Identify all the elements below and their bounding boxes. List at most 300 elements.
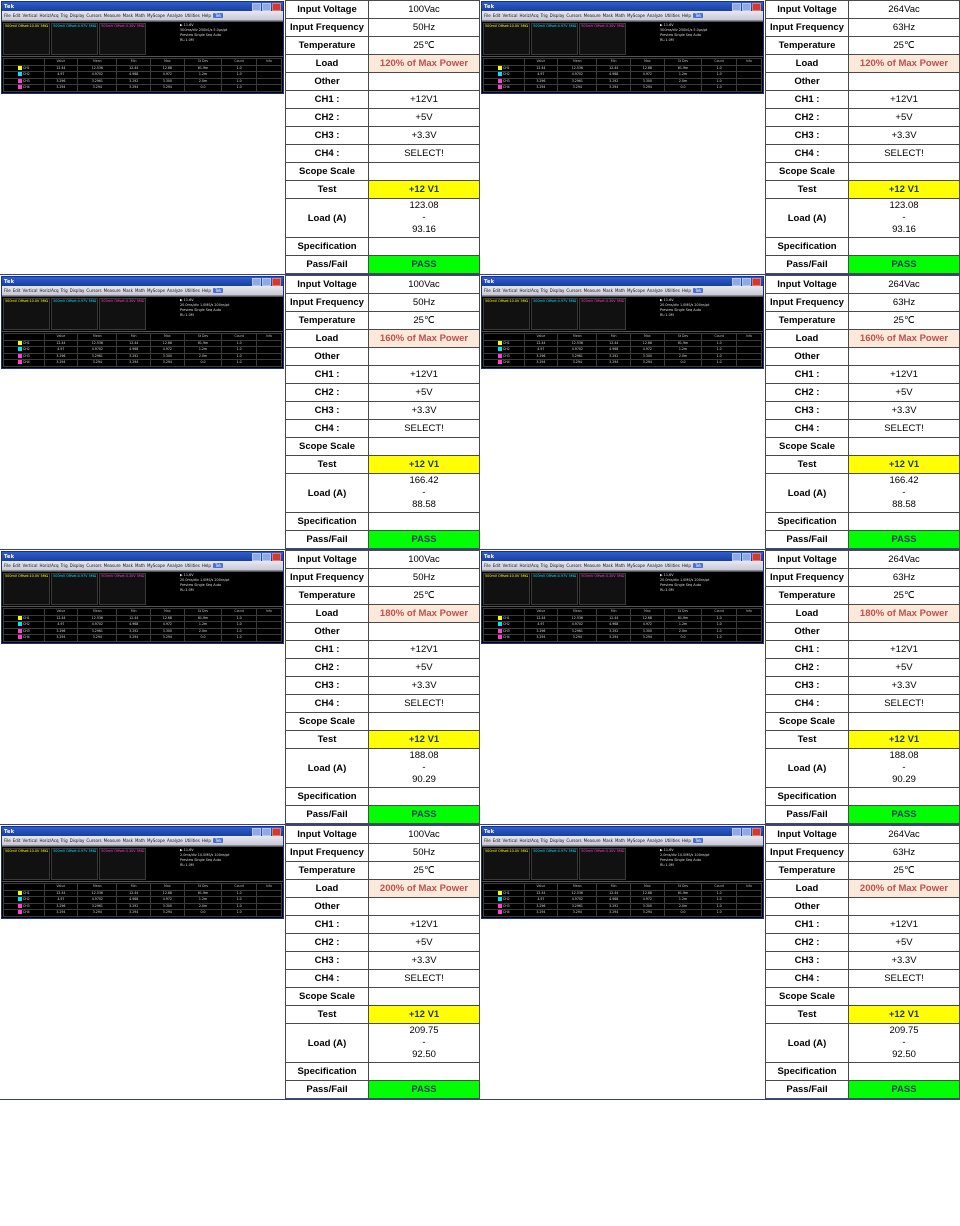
scope-menu-item[interactable]: Analyze: [166, 288, 183, 293]
scope-menu-item[interactable]: MyScope: [626, 13, 645, 18]
input-frequency-label: Input Frequency: [766, 294, 849, 312]
measure-header: St Dev: [184, 59, 222, 66]
scope-menubar[interactable]: [482, 11, 763, 21]
test-result-table: [765, 275, 960, 549]
scope-menu-item[interactable]: Mask: [122, 838, 133, 843]
scope-menu-item[interactable]: Utilities: [184, 13, 200, 18]
other-label: Other: [286, 623, 369, 641]
table-row: [286, 695, 480, 713]
scope-menu-item[interactable]: Cursors: [566, 838, 582, 843]
oscilloscope-screenshot: [1, 276, 284, 369]
close-icon[interactable]: [752, 553, 761, 561]
scope-menu-item[interactable]: Utilities: [664, 13, 680, 18]
load-a-line1: 209.75: [889, 1025, 919, 1036]
scope-menu-item[interactable]: Mask: [602, 563, 613, 568]
ch2-value: +5V: [369, 109, 480, 127]
maximize-icon[interactable]: [262, 828, 271, 836]
oscilloscope-screenshot: [1, 826, 284, 919]
maximize-icon[interactable]: [262, 3, 271, 11]
scope-menu-item[interactable]: Utilities: [184, 838, 200, 843]
scope-menu-item[interactable]: File: [484, 838, 491, 843]
ch3-label: CH3 :: [766, 952, 849, 970]
ch1-label: CH1 :: [766, 916, 849, 934]
table-row: [286, 420, 480, 438]
channel-setting-badge[interactable]: 500mV Offset:3.30V 5MΩ: [579, 298, 626, 330]
measure-row: CH3 3.296 3.2961 3.292 3.300 2.0m 1.0: [484, 903, 762, 910]
scope-menubar[interactable]: [482, 286, 763, 296]
measure-row: CH3 3.296 3.2961 3.292 3.300 2.0m 1.0: [4, 628, 282, 635]
scope-tek-button[interactable]: Tek: [694, 563, 702, 568]
test-result-table: [285, 0, 480, 274]
channel-setting-badge[interactable]: 500mV Offset:3.30V 5MΩ: [99, 848, 146, 880]
channel-setting-badge[interactable]: 500mV Offset:10.0V 5MΩ: [483, 848, 530, 880]
channel-setting-badge[interactable]: 500mV Offset:3.30V 5MΩ: [579, 848, 626, 880]
measure-row: CH3 3.296 3.2961 3.292 3.300 2.0m 1.0: [484, 353, 762, 360]
scope-menu-item[interactable]: Mask: [122, 563, 133, 568]
maximize-icon[interactable]: [742, 828, 751, 836]
timebase-label: 20.0ms/div 1.0MS/s 200ns/pt: [180, 303, 230, 307]
scope-menu-item[interactable]: Measure: [103, 288, 121, 293]
record-length-label: RL:1.0M: [660, 863, 674, 867]
scope-menu-item[interactable]: Edit: [492, 563, 501, 568]
scope-menu-item[interactable]: File: [4, 13, 11, 18]
scope-menu-item[interactable]: Edit: [492, 288, 501, 293]
scope-cell: [0, 825, 285, 1099]
scope-menu-item[interactable]: Horiz/Acq: [39, 288, 59, 293]
load-a-line2: -: [902, 212, 906, 223]
input-frequency-value: 63Hz: [849, 844, 960, 862]
oscilloscope-screenshot: [481, 826, 764, 919]
close-icon[interactable]: [272, 278, 281, 286]
close-icon[interactable]: [752, 3, 761, 11]
scope-menu-item[interactable]: Analyze: [646, 13, 663, 18]
measure-header: Mean: [558, 884, 597, 891]
scope-menu-item[interactable]: Utilities: [664, 838, 680, 843]
channel-setting-badge[interactable]: 500mV Offset:10.0V 5MΩ: [3, 573, 50, 605]
temperature-label: Temperature: [766, 862, 849, 880]
scope-menu-item[interactable]: Vertical: [22, 288, 38, 293]
table-row: [766, 826, 960, 844]
channel-setting-badge[interactable]: 500mV Offset:3.30V 5MΩ: [99, 23, 146, 55]
scope-menu-item[interactable]: Help: [681, 13, 691, 18]
input-voltage-value: 264Vac: [849, 1, 960, 19]
test-case-band: [0, 0, 960, 275]
table-row: [766, 659, 960, 677]
scope-menu-item[interactable]: MyScope: [146, 563, 165, 568]
maximize-icon[interactable]: [742, 278, 751, 286]
ch4-label: CH4 :: [286, 970, 369, 988]
specification-label: Specification: [766, 1063, 849, 1081]
scope-menu-item[interactable]: Trig: [60, 288, 68, 293]
trigger-label: ▶ 11.6V: [180, 573, 194, 577]
ch1-value: +12V1: [369, 916, 480, 934]
close-icon[interactable]: [272, 553, 281, 561]
scope-menu-item[interactable]: Edit: [492, 13, 501, 18]
measure-header: Mean: [558, 609, 597, 616]
temperature-label: Temperature: [766, 37, 849, 55]
scope-menu-item[interactable]: Math: [614, 288, 625, 293]
scope-menu-item[interactable]: File: [484, 288, 491, 293]
scope-settings-bar: [2, 571, 283, 606]
scope-menubar[interactable]: [2, 286, 283, 296]
measure-header: Max: [631, 609, 665, 616]
scope-menu-item[interactable]: Trig: [60, 13, 68, 18]
trigger-label: ▶ 11.6V: [660, 298, 674, 302]
minimize-icon[interactable]: [252, 553, 261, 561]
scope-menu-item[interactable]: Help: [201, 838, 211, 843]
scope-menu-item[interactable]: Display: [549, 288, 565, 293]
input-frequency-value: 50Hz: [369, 844, 480, 862]
maximize-icon[interactable]: [742, 553, 751, 561]
scope-app-title: Tek: [484, 3, 495, 10]
scope-menu-item[interactable]: Horiz/Acq: [519, 838, 539, 843]
table-row: [286, 513, 480, 531]
scope-menu-item[interactable]: Measure: [583, 563, 601, 568]
scope-menu-item[interactable]: Help: [201, 13, 211, 18]
table-row: [766, 1006, 960, 1024]
scope-menu-item[interactable]: Trig: [60, 838, 68, 843]
scope-menu-item[interactable]: Math: [134, 13, 145, 18]
channel-setting-badge[interactable]: 500mV Offset:10.0V 5MΩ: [3, 298, 50, 330]
channel-setting-badge[interactable]: 500mV Offset:10.0V 5MΩ: [3, 23, 50, 55]
channel-setting-badge[interactable]: 500mV Offset:4.97V 5MΩ: [51, 573, 98, 605]
other-label: Other: [286, 898, 369, 916]
scope-tek-button[interactable]: Tek: [214, 838, 222, 843]
scope-menu-item[interactable]: MyScope: [146, 838, 165, 843]
scope-scale-label: Scope Scale: [286, 438, 369, 456]
scope-menu-item[interactable]: File: [4, 563, 11, 568]
scope-menubar[interactable]: [482, 836, 763, 846]
close-icon[interactable]: [752, 278, 761, 286]
temperature-value: 25℃: [849, 312, 960, 330]
channel-color-swatch: [18, 616, 22, 620]
scope-tek-button[interactable]: Tek: [214, 288, 222, 293]
scope-menu-item[interactable]: Math: [614, 13, 625, 18]
scope-menu-item[interactable]: Display: [69, 288, 85, 293]
scope-tek-button[interactable]: Tek: [214, 13, 222, 18]
timebase-label: 20.0ms/div 1.0MS/s 200ns/pt: [660, 303, 710, 307]
scope-menu-item[interactable]: MyScope: [626, 563, 645, 568]
scope-menu-item[interactable]: File: [484, 13, 491, 18]
minimize-icon[interactable]: [732, 828, 741, 836]
scope-menu-item[interactable]: Help: [201, 288, 211, 293]
load-label: Load: [286, 330, 369, 348]
scope-settings-bar: [482, 571, 763, 606]
scope-menu-item[interactable]: Edit: [12, 563, 21, 568]
scope-menu-item[interactable]: Mask: [122, 288, 133, 293]
channel-setting-badge[interactable]: 500mV Offset:4.97V 5MΩ: [531, 848, 578, 880]
load-a-line3: 90.29: [412, 774, 436, 785]
scope-menu-item[interactable]: File: [484, 563, 491, 568]
channel-setting-badge[interactable]: 500mV Offset:4.97V 5MΩ: [531, 298, 578, 330]
scope-menu-item[interactable]: Measure: [583, 838, 601, 843]
scope-menubar[interactable]: [2, 836, 283, 846]
minimize-icon[interactable]: [252, 828, 261, 836]
scope-menu-item[interactable]: Analyze: [646, 563, 663, 568]
timebase-label: 500ms/div 250kS/s 5.0µs/pt: [660, 28, 708, 32]
scope-menu-item[interactable]: Help: [681, 288, 691, 293]
scope-menu-item[interactable]: Display: [69, 563, 85, 568]
scope-tek-button[interactable]: Tek: [214, 563, 222, 568]
measure-header: Info: [256, 59, 281, 66]
scope-menu-item[interactable]: Display: [549, 563, 565, 568]
scope-menu-item[interactable]: Horiz/Acq: [39, 838, 59, 843]
scope-menu-item[interactable]: Vertical: [502, 13, 518, 18]
input-frequency-label: Input Frequency: [286, 569, 369, 587]
load-label: Load: [286, 880, 369, 898]
scope-menu-item[interactable]: MyScope: [626, 838, 645, 843]
scope-menu-item[interactable]: Edit: [12, 838, 21, 843]
scope-menu-item[interactable]: Measure: [103, 13, 121, 18]
ch4-value: SELECT!: [849, 420, 960, 438]
table-row: [766, 641, 960, 659]
scope-menu-item[interactable]: Help: [681, 838, 691, 843]
specification-value: [849, 1063, 960, 1081]
channel-setting-badge[interactable]: 500mV Offset:4.97V 5MΩ: [51, 23, 98, 55]
scope-menu-item[interactable]: Utilities: [664, 563, 680, 568]
scope-menu-item[interactable]: Analyze: [646, 838, 663, 843]
maximize-icon[interactable]: [262, 553, 271, 561]
measure-header: Min: [117, 884, 151, 891]
close-icon[interactable]: [272, 828, 281, 836]
passfail-value: PASS: [849, 1081, 960, 1099]
scope-menu-item[interactable]: Vertical: [22, 13, 38, 18]
passfail-label: Pass/Fail: [286, 1081, 369, 1099]
scope-menu-item[interactable]: Utilities: [184, 563, 200, 568]
minimize-icon[interactable]: [732, 3, 741, 11]
scope-tek-button[interactable]: Tek: [694, 13, 702, 18]
maximize-icon[interactable]: [262, 278, 271, 286]
other-label: Other: [766, 623, 849, 641]
ch3-label: CH3 :: [766, 677, 849, 695]
scope-menu-item[interactable]: File: [4, 288, 11, 293]
scope-settings-bar: [2, 296, 283, 331]
ch2-label: CH2 :: [766, 384, 849, 402]
close-icon[interactable]: [752, 828, 761, 836]
ch3-label: CH3 :: [286, 677, 369, 695]
scope-menu-item[interactable]: Cursors: [566, 563, 582, 568]
scope-menu-item[interactable]: Analyze: [166, 563, 183, 568]
test-case-right: [480, 0, 960, 274]
minimize-icon[interactable]: [732, 278, 741, 286]
scope-menu-item[interactable]: Cursors: [566, 13, 582, 18]
scope-menu-item[interactable]: Measure: [583, 13, 601, 18]
channel-setting-badge[interactable]: 500mV Offset:10.0V 5MΩ: [3, 848, 50, 880]
scope-menu-item[interactable]: Display: [549, 13, 565, 18]
measure-header: Info: [256, 334, 281, 341]
scope-settings-bar: [2, 21, 283, 56]
channel-color-swatch: [498, 354, 502, 358]
table-row: [286, 55, 480, 73]
minimize-icon[interactable]: [732, 553, 741, 561]
scope-cell: [480, 275, 765, 549]
channel-setting-badge[interactable]: 500mV Offset:4.97V 5MΩ: [51, 848, 98, 880]
ch2-label: CH2 :: [286, 109, 369, 127]
scope-menu-item[interactable]: Measure: [583, 288, 601, 293]
scope-menu-item[interactable]: Math: [134, 288, 145, 293]
channel-setting-badge[interactable]: 500mV Offset:4.97V 5MΩ: [531, 23, 578, 55]
scope-menu-item[interactable]: Mask: [602, 13, 613, 18]
scope-menu-item[interactable]: Mask: [602, 288, 613, 293]
specification-value: [369, 1063, 480, 1081]
scope-menu-item[interactable]: Horiz/Acq: [39, 13, 59, 18]
minimize-icon[interactable]: [252, 3, 261, 11]
test-case-band: [0, 550, 960, 825]
test-case-left: [0, 550, 480, 824]
table-cell: [285, 825, 480, 1099]
scope-menu-item[interactable]: Cursors: [86, 13, 102, 18]
table-row: [766, 438, 960, 456]
input-voltage-label: Input Voltage: [286, 551, 369, 569]
scope-menu-item[interactable]: Analyze: [166, 13, 183, 18]
ch1-label: CH1 :: [766, 641, 849, 659]
scope-menu-item[interactable]: Math: [614, 838, 625, 843]
scope-menu-item[interactable]: Trig: [540, 563, 548, 568]
scope-menu-item[interactable]: Display: [549, 838, 565, 843]
test-result-table: [765, 825, 960, 1099]
scope-menu-item[interactable]: Utilities: [664, 288, 680, 293]
scope-scale-value: [849, 713, 960, 731]
scope-scale-label: Scope Scale: [766, 163, 849, 181]
scope-menubar[interactable]: [2, 561, 283, 571]
measure-header: Max: [631, 334, 665, 341]
table-row: [286, 474, 480, 513]
channel-setting-badge[interactable]: 500mV Offset:3.30V 5MΩ: [99, 298, 146, 330]
close-icon[interactable]: [272, 3, 281, 11]
scope-menu-item[interactable]: Horiz/Acq: [39, 563, 59, 568]
channel-setting-badge[interactable]: 500mV Offset:3.30V 5MΩ: [579, 23, 626, 55]
load-a-value: [849, 474, 960, 513]
specification-label: Specification: [766, 238, 849, 256]
ch2-label: CH2 :: [766, 659, 849, 677]
scope-menu-item[interactable]: Measure: [103, 838, 121, 843]
scope-menu-item[interactable]: Cursors: [86, 563, 102, 568]
ch2-value: +5V: [849, 384, 960, 402]
table-row: [766, 474, 960, 513]
channel-color-swatch: [498, 85, 502, 89]
other-value: [369, 348, 480, 366]
channel-setting-badge[interactable]: 500mV Offset:10.0V 5MΩ: [483, 573, 530, 605]
table-row: [766, 952, 960, 970]
channel-setting-badge[interactable]: 500mV Offset:3.30V 5MΩ: [99, 573, 146, 605]
measure-row: CH1 12.44 12.536 12.44 12.68 61.9m 1.0: [4, 615, 282, 622]
scope-menu-item[interactable]: Horiz/Acq: [519, 13, 539, 18]
table-row: [766, 91, 960, 109]
load-value: 180% of Max Power: [849, 605, 960, 623]
scope-menubar[interactable]: [2, 11, 283, 21]
scope-menu-item[interactable]: Analyze: [166, 838, 183, 843]
scope-menu-item[interactable]: Cursors: [86, 288, 102, 293]
table-row: [766, 1, 960, 19]
scope-menu-item[interactable]: MyScope: [146, 288, 165, 293]
ch3-label: CH3 :: [286, 952, 369, 970]
table-row: [766, 1081, 960, 1099]
scope-menu-item[interactable]: Mask: [602, 838, 613, 843]
scope-menu-item[interactable]: MyScope: [146, 13, 165, 18]
scope-menu-item[interactable]: Mask: [122, 13, 133, 18]
scope-menu-item[interactable]: Measure: [103, 563, 121, 568]
scope-menu-item[interactable]: Math: [134, 563, 145, 568]
channel-color-swatch: [18, 72, 22, 76]
scope-menubar[interactable]: [482, 561, 763, 571]
scope-menu-item[interactable]: Trig: [540, 838, 548, 843]
specification-value: [849, 788, 960, 806]
measure-header: St Dev: [664, 334, 702, 341]
scope-tek-button[interactable]: Tek: [694, 288, 702, 293]
scope-menu-item[interactable]: Display: [69, 838, 85, 843]
scope-tek-button[interactable]: Tek: [694, 838, 702, 843]
test-case-band: [0, 825, 960, 1100]
load-a-line2: -: [422, 212, 426, 223]
scope-menu-item[interactable]: Math: [134, 838, 145, 843]
scope-menu-item[interactable]: Math: [614, 563, 625, 568]
table-row: [766, 127, 960, 145]
input-frequency-value: 63Hz: [849, 569, 960, 587]
passfail-label: Pass/Fail: [766, 531, 849, 549]
channel-setting-badge[interactable]: 500mV Offset:10.0V 5MΩ: [483, 23, 530, 55]
scope-menu-item[interactable]: Display: [69, 13, 85, 18]
scope-menu-item[interactable]: Help: [201, 563, 211, 568]
table-row: [766, 19, 960, 37]
acq-mode-label: Preview Single Seq Auto: [660, 308, 702, 312]
scope-menu-item[interactable]: MyScope: [626, 288, 645, 293]
channel-setting-badge[interactable]: 500mV Offset:10.0V 5MΩ: [483, 298, 530, 330]
scope-menu-item[interactable]: Horiz/Acq: [519, 563, 539, 568]
scope-menu-item[interactable]: Cursors: [566, 288, 582, 293]
test-result-table: [765, 550, 960, 824]
scope-cell: [480, 0, 765, 274]
channel-setting-badge[interactable]: 500mV Offset:3.30V 5MΩ: [579, 573, 626, 605]
table-row: [766, 605, 960, 623]
scope-menu-item[interactable]: Edit: [492, 838, 501, 843]
scope-menu-item[interactable]: Analyze: [646, 288, 663, 293]
table-row: [766, 276, 960, 294]
scope-menu-item[interactable]: Vertical: [22, 563, 38, 568]
passfail-value: PASS: [369, 531, 480, 549]
other-label: Other: [766, 898, 849, 916]
scope-menu-item[interactable]: Vertical: [502, 288, 518, 293]
scope-menu-item[interactable]: Edit: [12, 288, 21, 293]
scope-menu-item[interactable]: Trig: [540, 13, 548, 18]
scope-menu-item[interactable]: File: [4, 838, 11, 843]
ch2-value: +5V: [849, 109, 960, 127]
scope-menu-item[interactable]: Edit: [12, 13, 21, 18]
scope-menu-item[interactable]: Cursors: [86, 838, 102, 843]
scope-menu-item[interactable]: Utilities: [184, 288, 200, 293]
scope-menu-item[interactable]: Vertical: [502, 838, 518, 843]
channel-setting-badge[interactable]: 500mV Offset:4.97V 5MΩ: [51, 298, 98, 330]
scope-menu-item[interactable]: Vertical: [502, 563, 518, 568]
channel-setting-badge[interactable]: 500mV Offset:4.97V 5MΩ: [531, 573, 578, 605]
scope-menu-item[interactable]: Trig: [60, 563, 68, 568]
load-a-value: [849, 1024, 960, 1063]
maximize-icon[interactable]: [742, 3, 751, 11]
test-label: Test: [766, 456, 849, 474]
table-row: [286, 181, 480, 199]
scope-menu-item[interactable]: Horiz/Acq: [519, 288, 539, 293]
scope-acquisition-info: [179, 297, 283, 331]
measure-header: Mean: [558, 59, 597, 66]
scope-menu-item[interactable]: Help: [681, 563, 691, 568]
load-label: Load: [766, 330, 849, 348]
scope-titlebar: [2, 552, 283, 561]
scope-menu-item[interactable]: Vertical: [22, 838, 38, 843]
channel-color-swatch: [18, 622, 22, 626]
load-a-line3: 88.58: [892, 499, 916, 510]
timebase-label: 2.0ms/div 10.0MS/s 100ns/pt: [180, 853, 230, 857]
scope-menu-item[interactable]: Trig: [540, 288, 548, 293]
minimize-icon[interactable]: [252, 278, 261, 286]
